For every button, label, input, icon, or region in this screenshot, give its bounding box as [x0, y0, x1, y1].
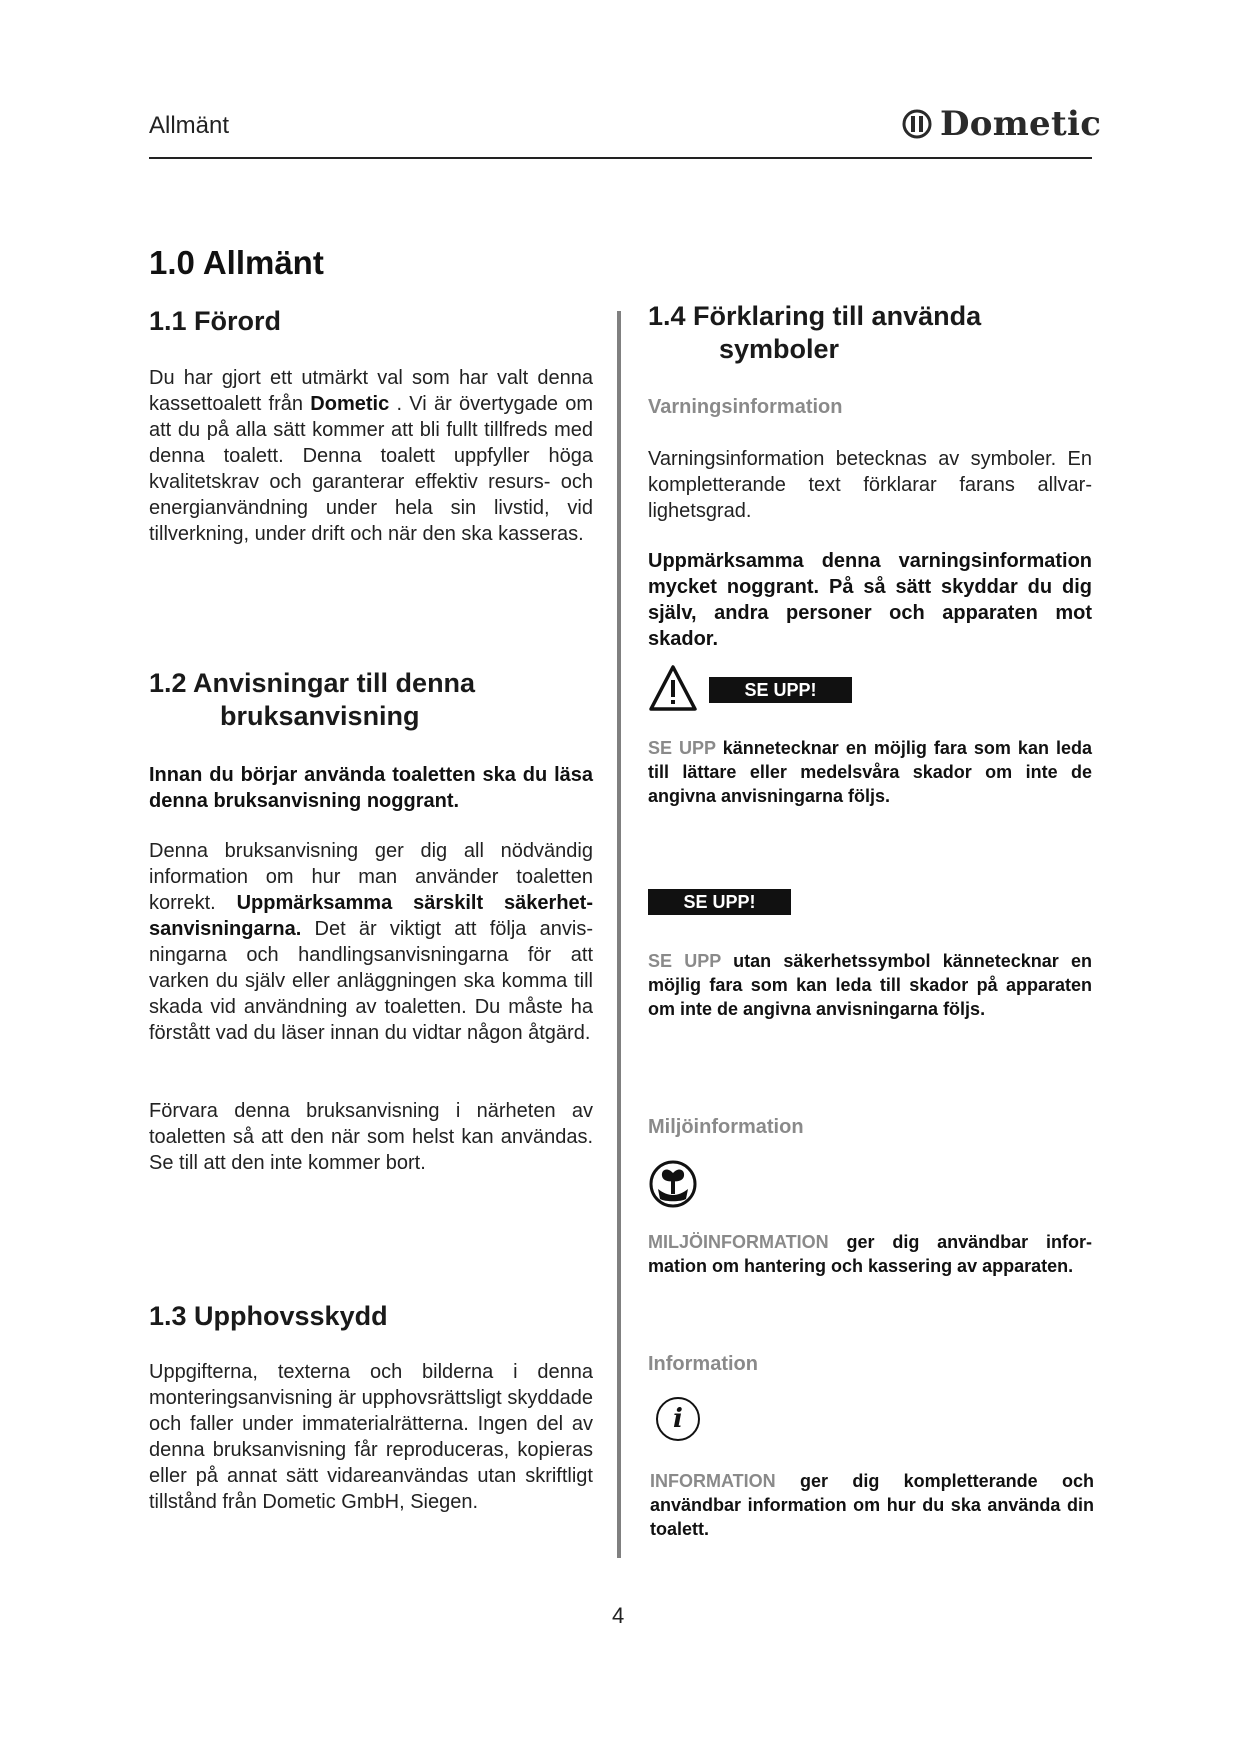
section-1-2-text-a: Denna bruksanvisning ger dig all nödvändig information om hur man använder toaletten korrekt. [149, 840, 593, 914]
section-1-1-brand: Dometic [310, 393, 390, 415]
section-1-2-storage: Förvara denna bruksanvisning i närheten av toaletten så att den när som helst kan användas. Se till att den inte kommer bort. [149, 1100, 593, 1174]
section-1-2-text-b: Det är viktigt att följa anvisningarna och handlingsanvisningarna för att varken du själv eller anläggningen ska komma till skada vid användning av toaletten. Du måste ha förstått vad du läser innan du vidtar någon åtgärd. [149, 918, 593, 1044]
warning-triangle-icon [648, 664, 698, 712]
section-1-3-heading: 1.3 Upphovsskydd [149, 1301, 388, 1331]
page-title: 1.0 Allmänt [149, 244, 324, 281]
information-explanation [650, 1469, 1094, 1541]
caution-badge-with-symbol: SE UPP! [709, 677, 852, 703]
section-1-4-heading [648, 300, 1092, 366]
warning-paragraph: Varningsinformation betecknas av symboler. En kompletterande text förklarar farans allvarlighetsgrad. [648, 448, 1092, 522]
caution-badge-without-symbol: SE UPP! [648, 889, 791, 915]
section-1-2-intro: Innan du börjar använda toaletten ska du läsa denna bruksanvisning noggrant. [149, 764, 593, 812]
environment-text: ger dig användbar information om hantering och kassering av apparaten. [648, 1232, 1092, 1276]
section-1-4-heading-line2: symboler [719, 334, 840, 364]
section-1-4-heading-line1: 1.4 Förklaring till använda [648, 301, 982, 331]
warning-subheading: Varningsinformation [648, 396, 843, 418]
caution-explanation-1 [648, 736, 1092, 808]
information-icon: i [656, 1397, 700, 1441]
information-text: ger dig kompletterande och användbar information om hur du ska använda din toalett. [650, 1471, 1094, 1539]
environment-icon [648, 1159, 698, 1209]
header-title: Allmänt [149, 112, 230, 139]
section-1-2-heading [149, 667, 593, 733]
environment-explanation [648, 1230, 1092, 1278]
caution-1-label: SE UPP [648, 738, 716, 758]
section-1-1-text-a: Du har gjort ett utmärkt val som har valt denna kassettoalett från [149, 367, 593, 415]
section-1-2-heading-line1: 1.2 Anvisningar till denna [149, 668, 476, 698]
section-1-2-heading-line2: bruksanvisning [220, 701, 420, 731]
section-1-3-paragraph: Uppgifterna, texterna och bilderna i denna monteringsanvisning är upphovsrättsligt skyddade och faller under immaterialrätterna. Ingen del av denna bruksanvisning får reproduceras, kopieras eller på annat sätt vidareanvändas utan skriftligt tillstånd från Dometic GmbH, Siegen. [149, 1361, 593, 1513]
brand-logo [902, 104, 1101, 144]
caution-1-text: kännetecknar en möjlig fara som kan leda till lättare eller medelsvåra skador om inte de angivna anvisningarna följs. [648, 738, 1092, 806]
information-subheading: Information [648, 1353, 758, 1375]
warning-bold-paragraph: Uppmärksamma denna varningsinformation mycket noggrant. På så sätt skyddar du dig själv, andra personer och apparaten mot skador. [648, 550, 1092, 650]
column-divider [617, 311, 621, 1558]
information-label: INFORMATION [650, 1471, 776, 1491]
environment-subheading: Miljöinformation [648, 1116, 804, 1138]
caution-2-text: utan säkerhetssymbol kännetecknar en möjlig fara som kan leda till skador på apparaten om inte de angivna anvisningarna följs. [648, 951, 1093, 1019]
section-1-2-bold: Uppmärksamma särskilt säkerhetsanvisningarna. [149, 892, 593, 940]
caution-explanation-2 [648, 949, 1092, 1021]
dometic-logo-icon [902, 109, 932, 139]
section-1-1-text-b: . Vi är övertygade om att du på alla sätt kommer att bli fullt tillfreds med denna toalett. Denna toalett uppfyller höga kvalitetskrav och garanterar effektiv resurs- och energianvändning under hela sin livstid, vid tillverkning, under drift och när den ska kasseras. [149, 393, 593, 545]
section-1-1-paragraph [149, 365, 593, 547]
page-number: 4 [612, 1603, 625, 1628]
section-1-1-heading: 1.1 Förord [149, 306, 282, 336]
environment-label: MILJÖINFORMATION [648, 1232, 829, 1252]
section-1-2-paragraph [149, 838, 593, 1046]
header-divider [149, 157, 1092, 159]
caution-2-label: SE UPP [648, 951, 721, 971]
brand-wordmark: Dometic [940, 104, 1102, 144]
